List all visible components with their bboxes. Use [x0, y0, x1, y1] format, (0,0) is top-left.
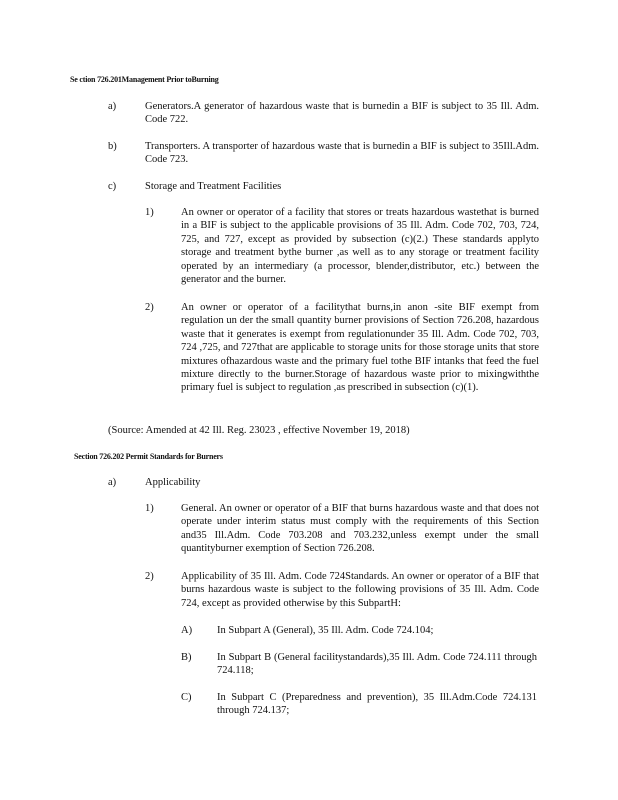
- subitem-C-label: C): [181, 692, 192, 703]
- item-b-text: Transporters. A transporter of hazardous waste that is burnedin a BIF is subject to 35Ill.Adm. Code 723.: [145, 141, 539, 166]
- section-726-202-heading: Section 726.202 Permit Standards for Burners: [74, 452, 223, 461]
- item-a-text: Generators.A generator of hazardous waste that is burnedin a BIF is subject to 35 Ill. Adm. Code 722.: [145, 101, 539, 126]
- subitem-B-text: In Subpart B (General facilitystandards),35 Ill. Adm. Code 724.111 through 724.118;: [217, 652, 537, 677]
- item-2a1-text: General. An owner or operator of a BIF that burns hazardous waste and that does not operate under interim status must comply with the requirements of this Section and35 Ill.Adm. Code 703.208 and 703.232,unless exempt under the small quantityburner exemption of Section 726.208.: [181, 503, 539, 555]
- item-c1-label: 1): [145, 207, 154, 218]
- item-2a-label: a): [108, 477, 117, 488]
- subitem-A-label: A): [181, 625, 193, 636]
- item-a-label: a): [108, 101, 117, 112]
- item-c2-label: 2): [145, 302, 154, 313]
- item-2a2-text: Applicability of 35 Ill. Adm. Code 724Standards. An owner or operator of a BIF that burns hazardous waste is subject to the following provisions of 35 Ill. Adm. Code 724, except as provided otherwise by this SubpartH:: [181, 571, 539, 609]
- item-2a1-label: 1): [145, 503, 154, 514]
- item-c-label: c): [108, 181, 117, 192]
- source-note: (Source: Amended at 42 Ill. Reg. 23023 , effective November 19, 2018): [108, 425, 410, 436]
- item-c2-text: An owner or operator of a facilitythat burns,in anon -site BIF exempt from regulation un der the small quantity burner provisions of Section 726.208, hazardous waste that it generates is exempt from regulationunder 35 Ill. Adm. Code 702, 703, 724 ,725, and 727that are applicable to storage units for those storage units that store mixtures ofhazardous waste and the primary fuel tothe BIF intanks that feed the fuel mixture directly to the burner.Storage of hazardous waste prior to mixingwiththe primary fuel is subject to regulation ,as prescribed in subsection (c)(1).: [181, 302, 539, 394]
- subitem-A-text: In Subpart A (General), 35 Ill. Adm. Code 724.104;: [217, 625, 434, 636]
- subitem-B-label: B): [181, 652, 192, 663]
- section-726-201-heading: Se ction 726.201Management Prior toBurning: [70, 75, 219, 84]
- subitem-C-text: In Subpart C (Preparedness and prevention), 35 Ill.Adm.Code 724.131 through 724.137;: [217, 692, 537, 717]
- item-2a2-label: 2): [145, 571, 154, 582]
- item-c-title: Storage and Treatment Facilities: [145, 181, 282, 192]
- item-c1-text: An owner or operator of a facility that stores or treats hazardous wastethat is burned in a BIF is subject to the applicable provisions of 35 Ill. Adm. Code 702, 703, 724, 725, and 727, except as provided by subsection (c)(2.) These standards applyto storage and treatment bythe burner ,as well as to any storage or treatment facility operated by an intermediary (a processor, blender,distributor, etc.) between the generator and the burner.: [181, 207, 539, 286]
- item-2a-title: Applicability: [145, 477, 201, 488]
- item-b-label: b): [108, 141, 117, 152]
